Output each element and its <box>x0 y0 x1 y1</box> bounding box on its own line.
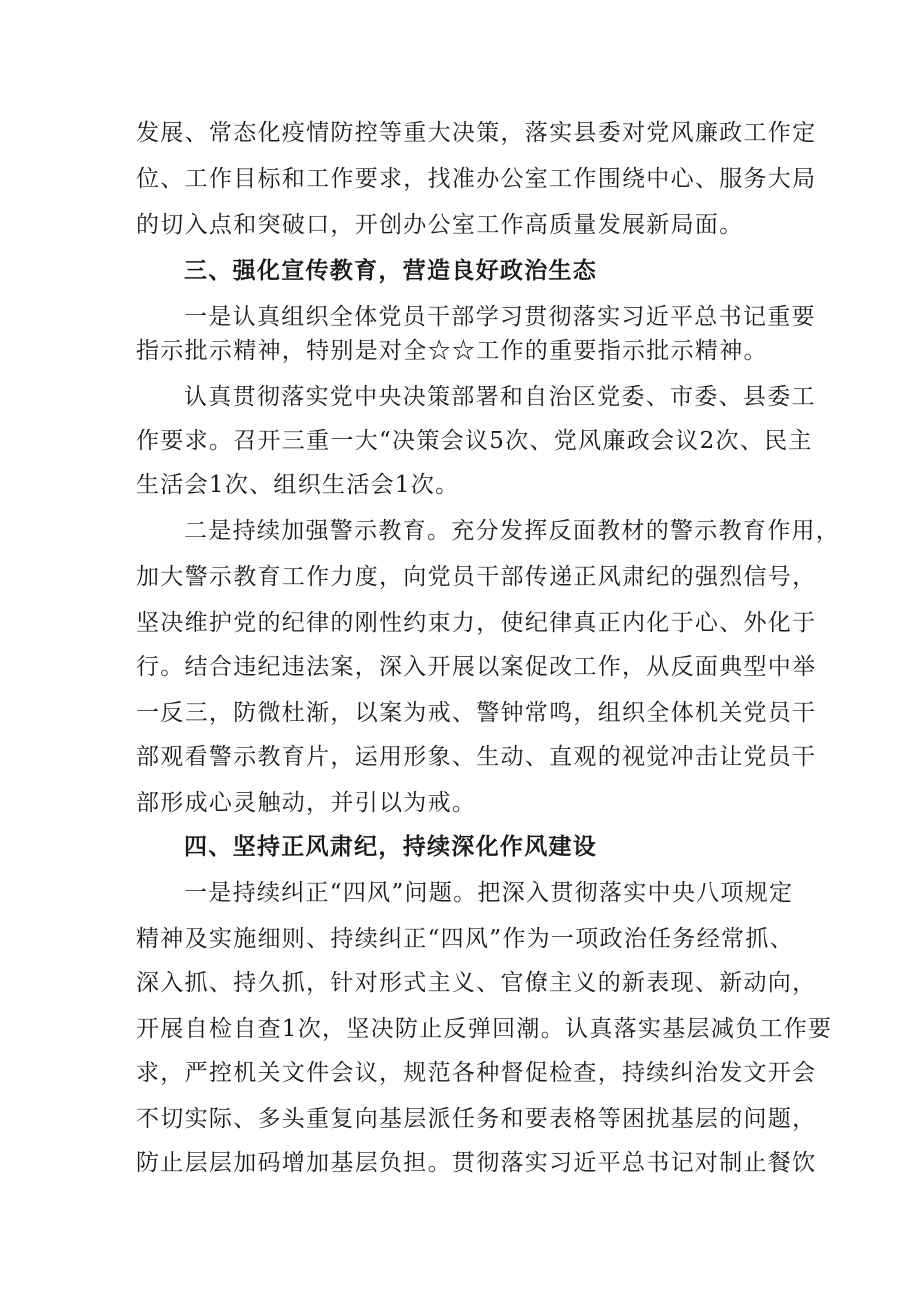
paragraph-line: 部形成心灵触动，并引以为戒。 <box>136 790 477 816</box>
paragraph-line: 作要求。召开三重一大“决策会议5次、党风廉政会议2次、民主 <box>136 428 813 454</box>
paragraph-line: 深入抓、持久抓，针对形式主义、官僚主义的新表现、新动向， <box>136 970 817 996</box>
paragraph-line: 一是持续纠正“四风”问题。把深入贯彻落实中央八项规定 <box>184 880 794 906</box>
paragraph-line: 精神及实施细则、持续纠正“四风”作为一项政治任务经常抓、 <box>136 926 794 952</box>
paragraph-line: 一是认真组织全体党员干部学习贯彻落实习近平总书记重要 <box>184 304 816 330</box>
paragraph-line: 行。结合违纪违法案，深入开展以案促改工作，从反面典型中举 <box>136 654 817 680</box>
paragraph-line: 坚决维护党的纪律的刚性约束力，使纪律真正内化于心、外化于 <box>136 610 817 636</box>
section-heading-3: 三、强化宣传教育，营造良好政治生态 <box>184 258 598 284</box>
paragraph-line: 一反三，防微杜渐，以案为戒、警钟常鸣，组织全体机关党员干 <box>136 700 817 726</box>
paragraph-line: 指示批示精神，特别是对全☆☆工作的重要指示批示精神。 <box>136 338 768 364</box>
paragraph-line: 开展自检自查1次，坚决防止反弹回潮。认真落实基层减负工作要 <box>136 1016 833 1042</box>
paragraph-line: 二是持续加强警示教育。充分发挥反面教材的警示教育作用， <box>184 518 841 544</box>
paragraph-line: 部观看警示教育片，运用形象、生动、直观的视觉冲击让党员干 <box>136 744 817 770</box>
paragraph-line: 认真贯彻落实党中央决策部署和自治区党委、市委、县委工 <box>184 384 816 410</box>
paragraph-line: 加大警示教育工作力度，向党员干部传递正风肃纪的强烈信号， <box>136 564 817 590</box>
paragraph-line: 生活会1次、组织生活会1次。 <box>136 472 460 498</box>
paragraph-line: 的切入点和突破口，开创办公室工作高质量发展新局面。 <box>136 212 744 238</box>
paragraph-line: 不切实际、多头重复向基层派任务和要表格等困扰基层的问题， <box>136 1106 817 1132</box>
paragraph-line: 位、工作目标和工作要求，找准办公室工作围绕中心、服务大局 <box>136 166 817 192</box>
paragraph-line: 防止层层加码增加基层负担。贯彻落实习近平总书记对制止餐饮 <box>136 1150 817 1176</box>
section-heading-4: 四、坚持正风肃纪，持续深化作风建设 <box>184 834 598 860</box>
paragraph-line: 求，严控机关文件会议，规范各种督促检查，持续纠治发文开会 <box>136 1060 817 1086</box>
paragraph-line: 发展、常态化疫情防控等重大决策，落实县委对党风廉政工作定 <box>136 120 817 146</box>
